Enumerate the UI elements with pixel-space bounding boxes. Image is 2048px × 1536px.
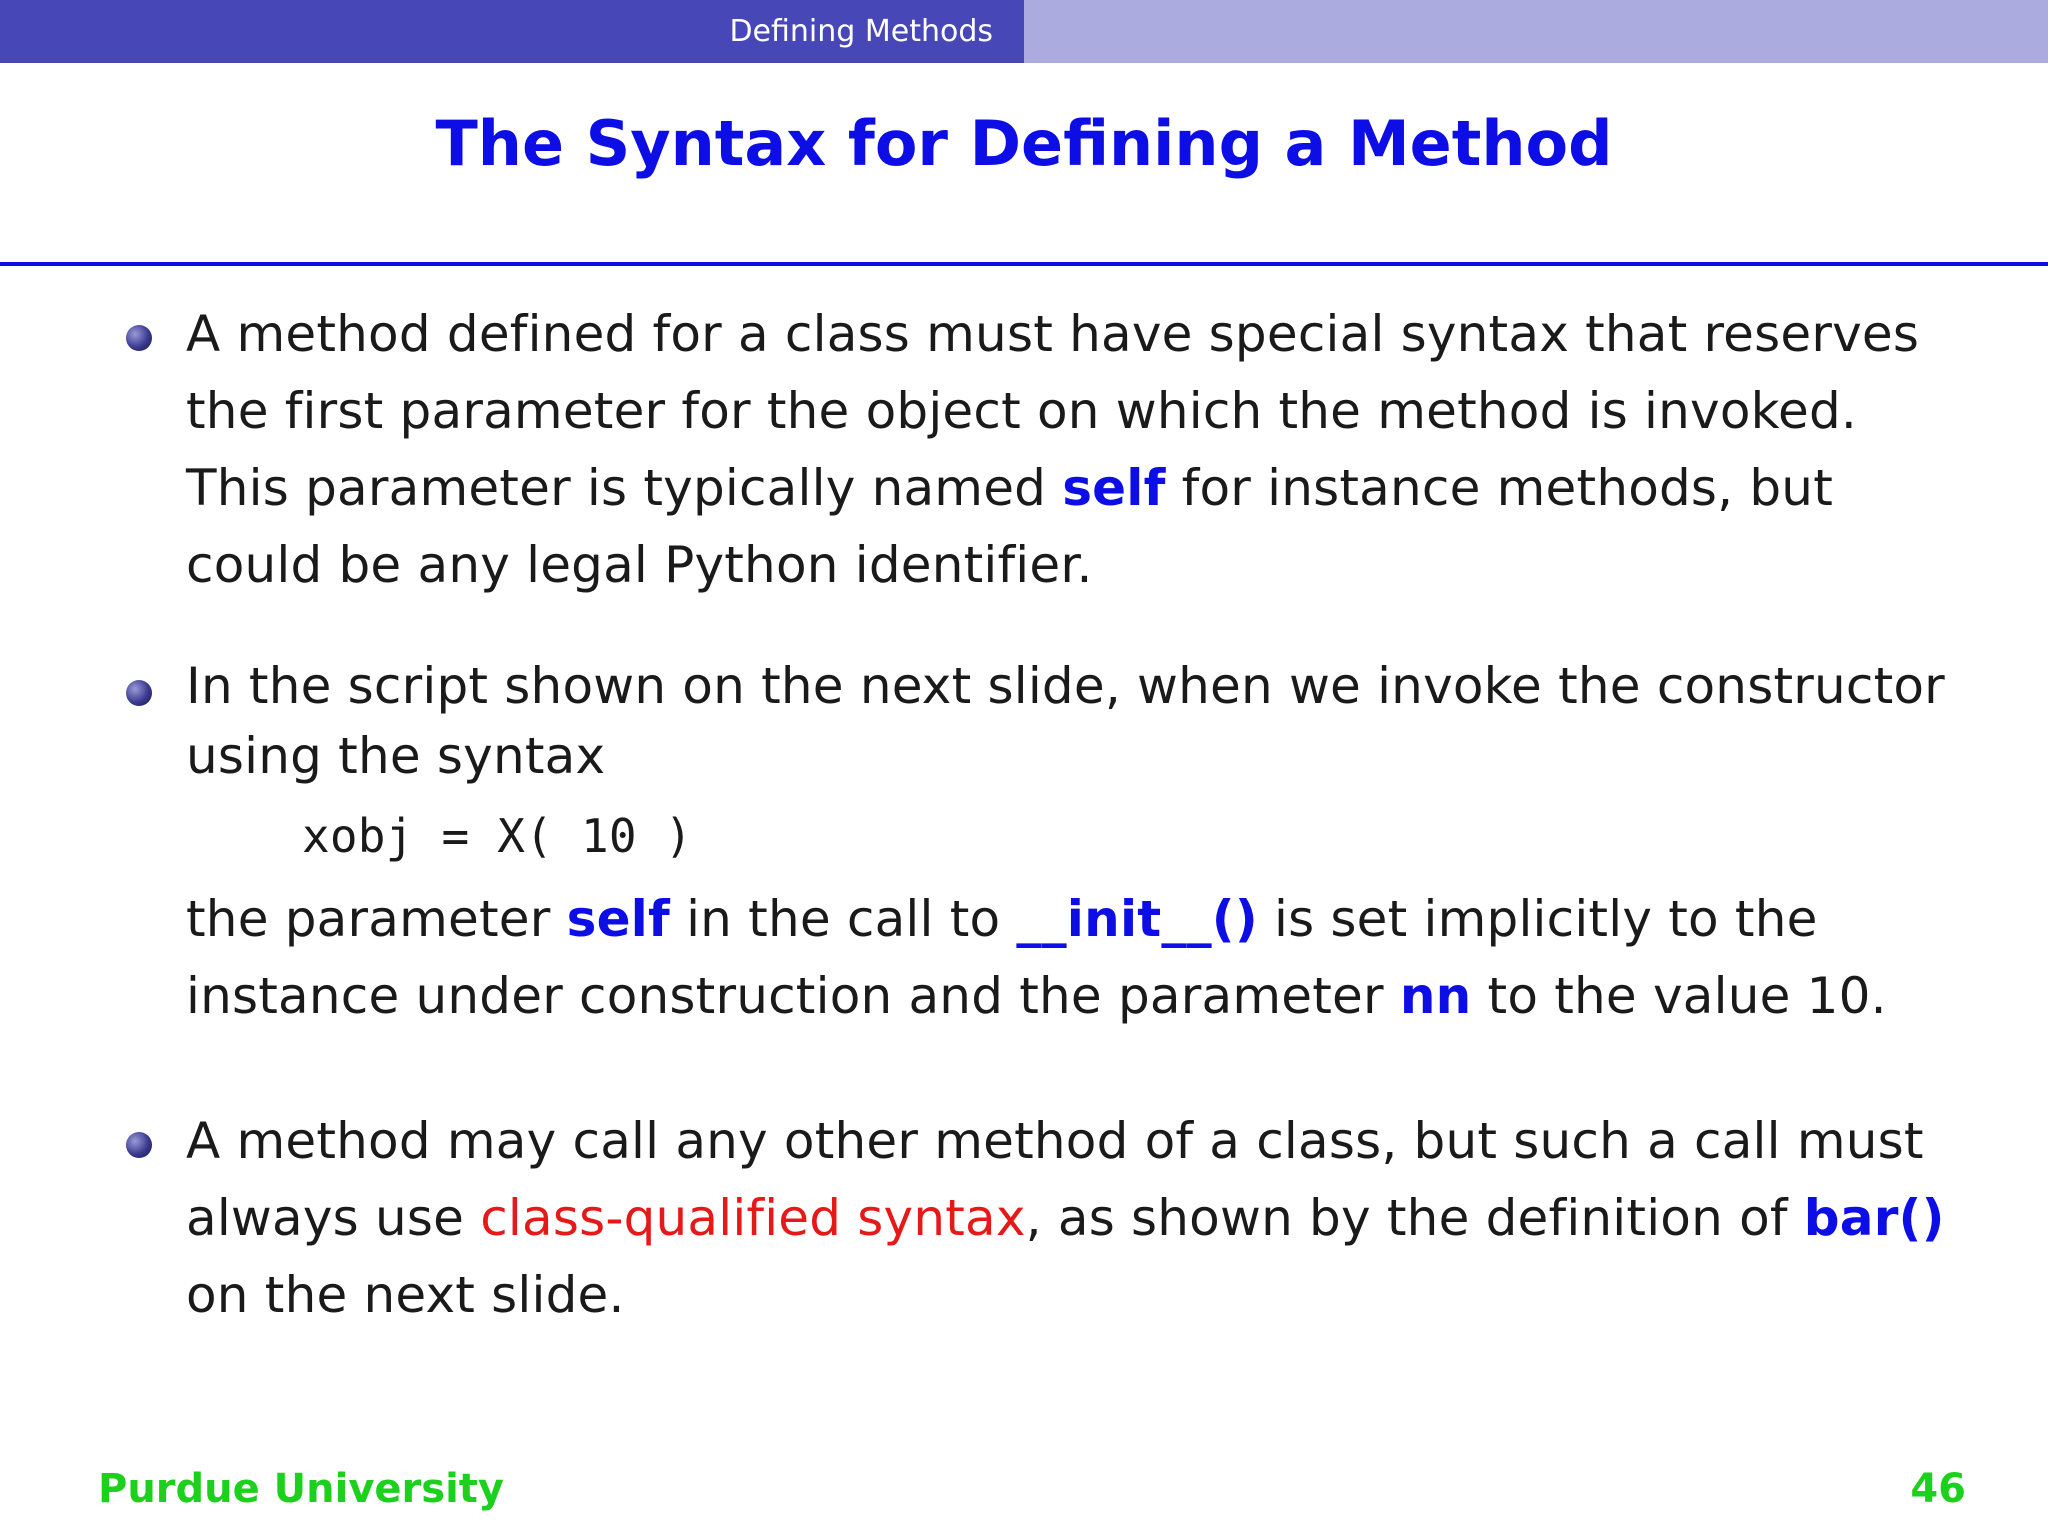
bullet-1-line-4: could be any legal Python identifier. xyxy=(186,536,1093,594)
emphasis-class-qualified: class-qualified syntax xyxy=(480,1189,1026,1247)
footer-institution: Purdue University xyxy=(98,1466,504,1512)
title-divider xyxy=(0,262,2048,266)
bullet-2-line-4: instance under construction and the parameter nn to the value 10. xyxy=(186,967,1887,1025)
bullet-2-line-1: In the script shown on the next slide, when we invoke the constructor xyxy=(186,657,1945,715)
bullet-2-line-3: the parameter self in the call to __init__() is set implicitly to the xyxy=(186,890,1818,948)
bullet-2 xyxy=(186,651,1986,1035)
keyword-init: __init__() xyxy=(1016,890,1258,948)
bullet-2-line-2: using the syntax xyxy=(186,727,606,785)
header-bar xyxy=(0,0,2048,63)
keyword-self: self xyxy=(1062,459,1166,517)
bullet-icon xyxy=(126,680,152,706)
keyword-self: self xyxy=(566,890,670,948)
section-label[interactable]: Defining Methods xyxy=(729,14,993,49)
bullet-1-line-3: This parameter is typically named self for instance methods, but xyxy=(186,459,1834,517)
bullet-icon xyxy=(126,1132,152,1158)
slide-title: The Syntax for Defining a Method xyxy=(435,107,1613,180)
bullet-3-line-1: A method may call any other method of a class, but such a call must xyxy=(186,1112,1924,1170)
bullet-3 xyxy=(186,1103,1986,1334)
bullet-1 xyxy=(186,296,1986,604)
bullet-icon xyxy=(126,325,152,351)
bullet-3-line-3: on the next slide. xyxy=(186,1266,625,1324)
keyword-bar: bar() xyxy=(1803,1189,1945,1247)
bullet-1-line-1: A method defined for a class must have special syntax that reserves xyxy=(186,305,1920,363)
bullet-3-line-2: always use class-qualified syntax, as shown by the definition of bar() xyxy=(186,1189,1945,1247)
header-empty-panel xyxy=(1024,0,2048,63)
code-snippet: xobj = X( 10 ) xyxy=(302,809,693,863)
page-number: 46 xyxy=(1910,1466,1966,1512)
keyword-nn: nn xyxy=(1399,967,1472,1025)
bullet-1-line-2: the first parameter for the object on which the method is invoked. xyxy=(186,382,1857,440)
header-section-panel xyxy=(0,0,1024,63)
